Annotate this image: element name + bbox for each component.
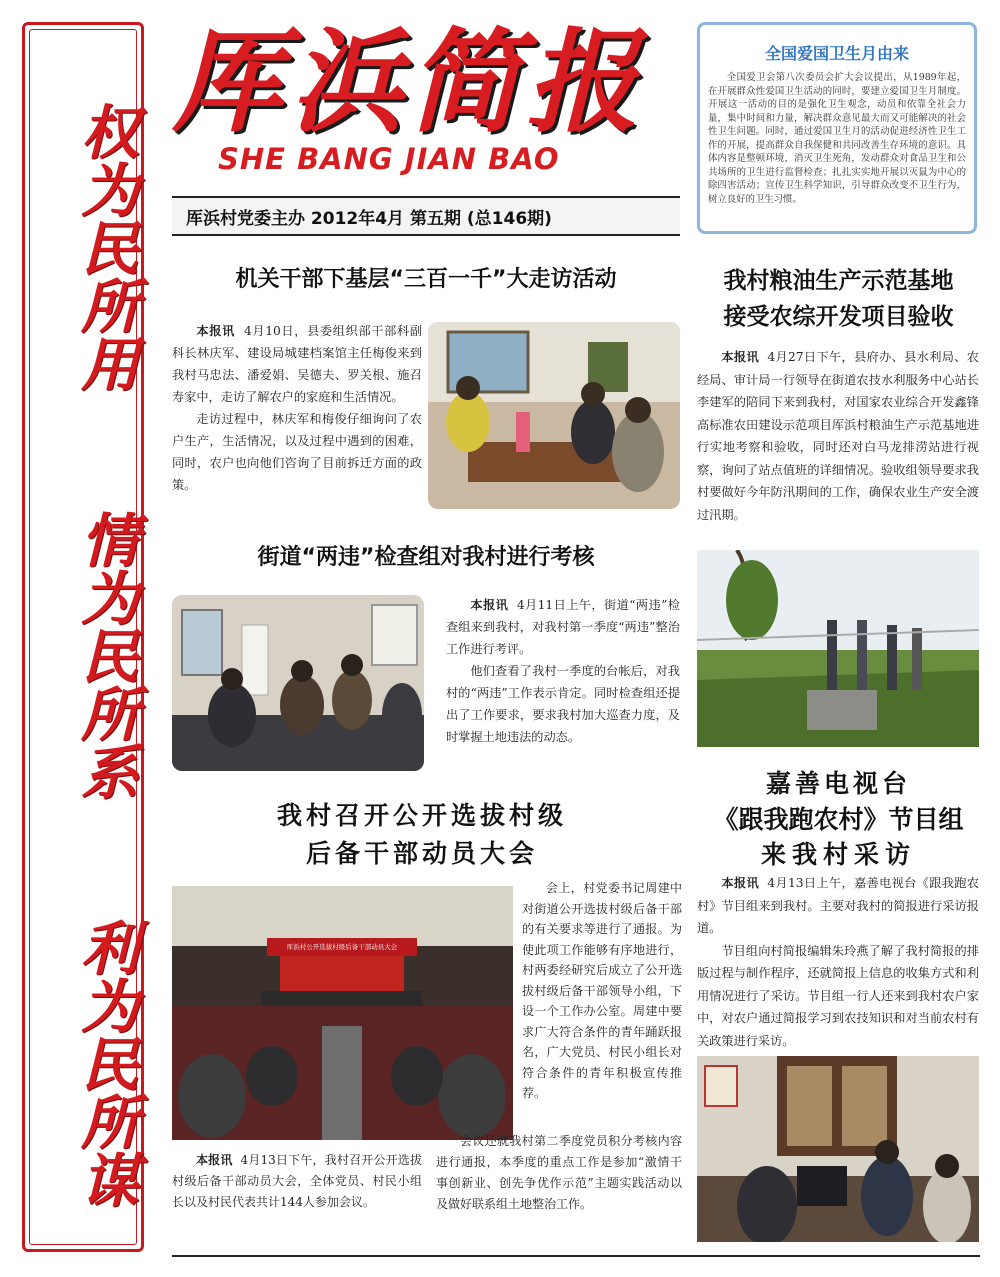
- visit-paragraph-2: 走访过程中，林庆军和梅俊仔细询问了农户生产，生活情况，以及过程中遇到的困难，同时，农户也向他们咨询了目前拆迁方面的政策。: [172, 412, 422, 492]
- info-box-title: 全国爱国卫生月由来: [764, 44, 909, 63]
- meeting-lead: 本报讯: [196, 1153, 233, 1167]
- info-box: [697, 22, 977, 234]
- meeting-photo: [172, 886, 513, 1140]
- slogan-line-1: 权为民所用: [71, 102, 139, 392]
- tv-text-1: 4月13日上午，嘉善电视台《跟我跑农村》节目组来到我村。主要对我村的简报进行采访报道。: [697, 876, 979, 935]
- grain-paragraph-1: [697, 346, 979, 526]
- inspection-headline: 街道“两违”检查组对我村进行考核: [257, 545, 595, 570]
- tv-headline-line-1: 嘉善电视台: [765, 769, 911, 798]
- slogan-line-3: 利为民所谋: [71, 918, 139, 1208]
- meeting-paragraph-right-2: 会议还就我村第二季度党员积分考核内容进行通报，本季度的重点工作是参加“激情干事创新业、创先争优作示范”主题实践活动以及做好联系组土地整治工作。: [436, 1134, 682, 1211]
- grain-lead: 本报讯: [721, 350, 759, 364]
- meeting-stage-banner: 厍浜村公开选拔村级后备干部动员大会: [286, 943, 398, 951]
- inspection-paragraph-1: [446, 594, 680, 660]
- issue-bar: [172, 196, 680, 236]
- tv-paragraph-2: 节目组向村简报编辑朱玲燕了解了我村简报的排版过程与制作程序，还就简报上信息的收集方式和利用情况进行了采访。节目组一行人还来到我村农户家中，对农户通过简报学习到农技知识和对当前农村有关政策进行采访。: [697, 943, 979, 1048]
- visit-text-1: 4月10日，县委组织部干部科副科长林庆军、建设局城建档案馆主任梅俊来到我村马忠法、潘爱娟、吴德夫、罗关根、施召寿家中，走访了解农户的家庭和生活情况。: [172, 324, 423, 404]
- visit-lead: 本报讯: [196, 324, 235, 338]
- meeting-text-left: 4月13日下午，我村召开公开选拔村级后备干部动员大会，全体党员、村民小组长以及村民代表共计144人参加会议。: [172, 1153, 422, 1209]
- meeting-headline-line-1: 我村召开公开选拔村级: [276, 801, 567, 830]
- meeting-paragraph-right-1: 会上，村党委书记周建中对街道公开选拔村级后备干部的有关要求等进行了通报。为使此项工作能够有序地进行，村两委经研究后成立了公开选拔村级后备干部领导小组，下设一个工作办公室。周建中要求广大符合条件的青年踊跃报名，广大党员、村民小组长对符合条件的青年积极宣传推荐。: [522, 881, 682, 1100]
- slogan-line-2: 情为民所系: [71, 510, 139, 800]
- grain-body: [697, 346, 979, 526]
- visit-body: [172, 320, 422, 496]
- masthead-title: 厍浜简报: [172, 17, 644, 148]
- tv-body: [697, 872, 979, 1052]
- tv-lead: 本报讯: [721, 876, 759, 890]
- inspection-text-1: 4月11日上午，街道“两违”检查组来到我村，对我村第一季度“两违”整治工作进行考评。: [446, 598, 680, 656]
- meeting-body-right: [522, 878, 682, 1104]
- grain-photo: [697, 550, 979, 747]
- visit-headline: 机关干部下基层“三百一千”大走访活动: [235, 267, 617, 292]
- tv-paragraph-1: [697, 872, 979, 940]
- meeting-paragraph-left-1: [172, 1150, 422, 1213]
- issue-line: 厍浜村党委主办 2012年4月 第五期 (总146期): [186, 209, 552, 229]
- masthead-pinyin: SHE BANG JIAN BAO: [218, 142, 560, 176]
- meeting-body-left: [172, 1150, 422, 1213]
- meeting-body-bottom: [436, 1131, 682, 1215]
- visit-photo: [428, 322, 680, 509]
- grain-headline-line-1: 我村粮油生产示范基地: [723, 268, 954, 294]
- bottom-rule: [172, 1255, 980, 1257]
- inspection-lead: 本报讯: [470, 598, 509, 612]
- tv-headline-line-2: 《跟我跑农村》节目组: [713, 805, 964, 834]
- visit-paragraph-1: [172, 320, 422, 408]
- meeting-headline-line-2: 后备干部动员大会: [305, 839, 538, 868]
- tv-headline-line-3: 来我村采访: [760, 840, 916, 869]
- tv-photo: [697, 1056, 979, 1242]
- info-box-body: 全国爱卫会第八次委员会扩大会议提出，从1989年起，在开展群众性爱国卫生活动的同时，要建立爱国卫生月制度。开展这一活动的目的是强化卫生观念，动员和依靠全社会力量，集中时间和力量，解决群众意见最大而又可能解决的社会性卫生问题。同时，通过爱国卫生月的活动促进经济性卫生工作的开展，提高群众自我保健和共同改善生存环境的意识。具体内容是整顿环境，消灭卫生死角，发动群众对食品卫生和公共场所的卫生进行监督检查；扎扎实实地开展以灭鼠为中心的除四害活动；宣传卫生科学知识，引导群众改变不卫生行为，树立良好的卫生习惯。: [708, 72, 966, 205]
- grain-text-1: 4月27日下午，县府办、县水利局、农经局、审计局一行领导在街道农技水利服务中心站长李建军的陪同下来到我村，对国家农业综合开发鑫锋高标准农田建设示范项目厍浜村粮油生产示范基地进行实地考察和验收，同时还对白马龙排涝站进行视察，询问了站点值班的详细情况。验收组领导要求我村要做好今年防汛期间的工作，确保农业生产安全渡过汛期。: [697, 350, 979, 522]
- slogan-banner: [22, 22, 144, 1252]
- inspection-photo: [172, 595, 424, 771]
- inspection-paragraph-2: 他们查看了我村一季度的台帐后，对我村的“两违”工作表示肯定。同时检查组还提出了工作要求，要求我村加大巡查力度，及时掌握土地违法的动态。: [446, 664, 680, 744]
- grain-headline-line-2: 接受农综开发项目验收: [723, 304, 954, 330]
- inspection-body: [446, 594, 680, 748]
